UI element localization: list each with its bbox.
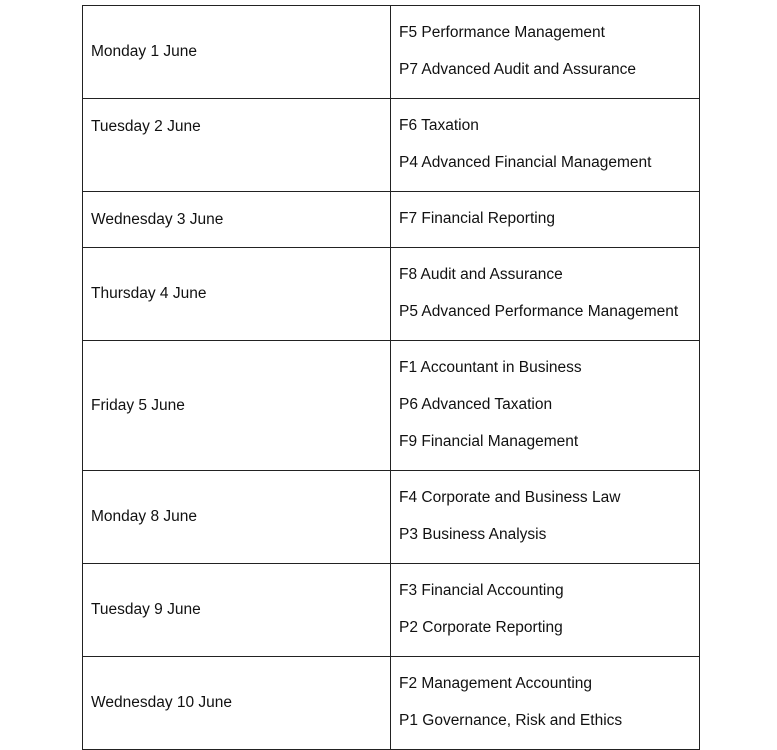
exam-item: P3 Business Analysis [399,526,547,543]
exams-cell [391,471,700,564]
date-cell: Monday 1 June [83,6,391,99]
table-row [83,471,700,564]
date-cell: Thursday 4 June [83,248,391,341]
table-row [83,341,700,471]
exam-item: P4 Advanced Financial Management [399,154,652,171]
exam-item: P7 Advanced Audit and Assurance [399,61,636,78]
exam-item: F6 Taxation [399,117,479,134]
date-cell: Friday 5 June [83,341,391,471]
date-cell: Wednesday 10 June [83,657,391,750]
exam-item: F1 Accountant in Business [399,359,582,376]
exam-item: P1 Governance, Risk and Ethics [399,712,623,729]
table-row [83,99,700,192]
exam-item: F5 Performance Management [399,24,605,41]
exams-cell [391,192,700,248]
exams-cell [391,99,700,192]
table-row [83,248,700,341]
table-row [83,6,700,99]
exam-item: F2 Management Accounting [399,675,593,692]
exams-cell [391,6,700,99]
table-row [83,564,700,657]
exam-item: P5 Advanced Performance Management [399,303,679,320]
date-cell: Monday 8 June [83,471,391,564]
exam-item: F4 Corporate and Business Law [399,489,621,506]
exam-item: F9 Financial Management [399,433,579,450]
exam-item: F7 Financial Reporting [399,210,555,227]
exams-cell [391,657,700,750]
exam-item: P2 Corporate Reporting [399,619,563,636]
exams-cell [391,564,700,657]
exam-schedule-table [82,5,700,750]
exams-cell [391,248,700,341]
date-cell: Tuesday 9 June [83,564,391,657]
date-cell: Tuesday 2 June [83,99,391,192]
exam-item: F3 Financial Accounting [399,582,564,599]
exams-cell [391,341,700,471]
table-row [83,192,700,248]
table-row [83,657,700,750]
exam-item: F8 Audit and Assurance [399,266,563,283]
exam-item: P6 Advanced Taxation [399,396,553,413]
date-cell: Wednesday 3 June [83,192,391,248]
